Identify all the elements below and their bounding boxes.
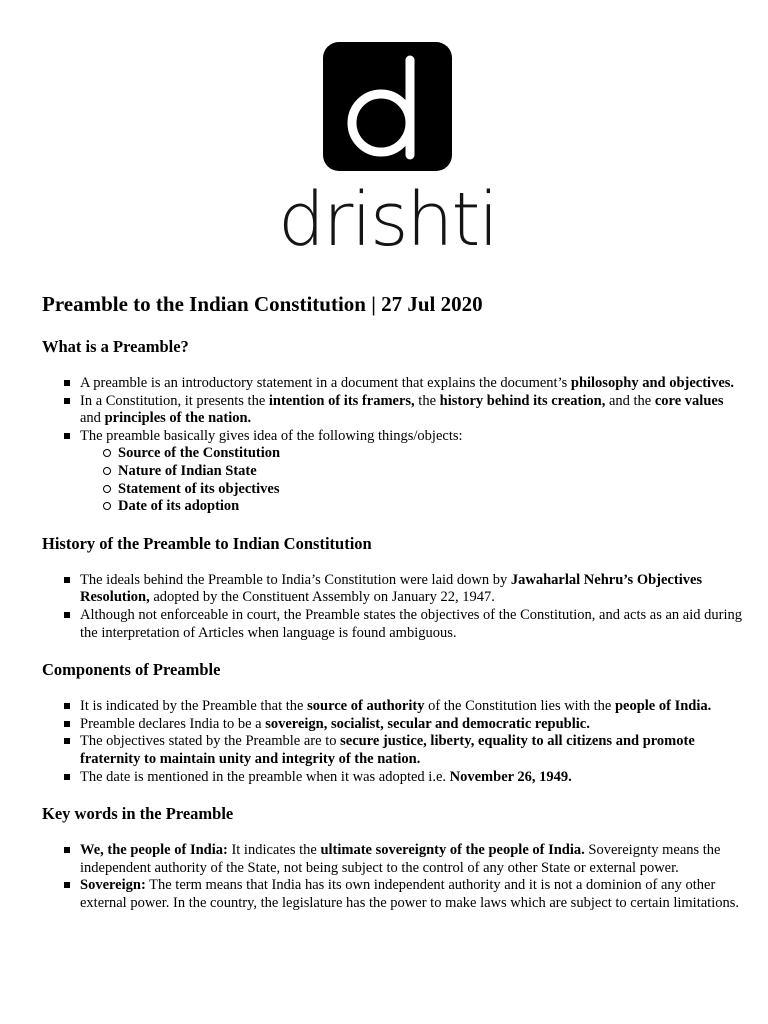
list-item: The preamble basically gives idea of the following things/objects: Source of the Constitution Nature of Indian State Statement of its objectives Date of its adoption xyxy=(42,428,742,516)
list-item: Sovereign: The term means that India has its own independent authority and it is not a dominion of any other external power. In the country, the legislature has the power to make laws which are subject to certain limitations. xyxy=(42,877,742,912)
sub-list-item: Statement of its objectives xyxy=(80,481,742,499)
list-item: Preamble declares India to be a sovereign, socialist, secular and democratic republic. xyxy=(42,716,742,734)
logo-wordmark: drishti xyxy=(278,177,497,263)
sub-list-item: Source of the Constitution xyxy=(80,445,742,463)
section-heading-key-words: Key words in the Preamble xyxy=(42,804,234,824)
list-item: The ideals behind the Preamble to India’s Constitution were laid down by Jawaharlal Nehru’s Objectives Resolution, adopted by the Constituent Assembly on January 22, 1947. xyxy=(42,572,742,607)
section-list-key-words xyxy=(42,842,742,912)
section-list-components xyxy=(42,698,742,786)
article xyxy=(42,286,742,912)
sub-list-item: Date of its adoption xyxy=(80,498,742,516)
section-heading-what-is-preamble: What is a Preamble? xyxy=(42,337,189,356)
sub-list xyxy=(80,445,742,515)
section-heading-components: Components of Preamble xyxy=(42,660,221,680)
list-item: We, the people of India: It indicates the ultimate sovereignty of the people of India. Sovereignty means the independent authority of the State, not being subject to the control of any other State or external power. xyxy=(42,842,742,877)
section-heading-history: History of the Preamble to Indian Constitution xyxy=(42,533,372,553)
list-item: The objectives stated by the Preamble are to secure justice, liberty, equality to all citizens and promote fraternity to maintain unity and integrity of the nation. xyxy=(42,733,742,768)
list-item: A preamble is an introductory statement in a document that explains the document’s philosophy and objectives. xyxy=(42,375,742,393)
list-item: The date is mentioned in the preamble when it was adopted i.e. November 26, 1949. xyxy=(42,769,742,787)
drishti-logo xyxy=(278,40,497,263)
list-item: In a Constitution, it presents the intention of its framers, the history behind its creation, and the core values and principles of the nation. xyxy=(42,393,742,428)
sub-list-item: Nature of Indian State xyxy=(80,463,742,481)
section-list-history xyxy=(42,572,742,642)
section-list-what-is-preamble xyxy=(42,375,742,516)
page-title: Preamble to the Indian Constitution | 27 Jul 2020 xyxy=(42,292,483,316)
logo-tile-icon xyxy=(323,42,452,171)
list-item: Although not enforceable in court, the Preamble states the objectives of the Constitution, and acts as an aid during the interpretation of Articles when language is found ambiguous. xyxy=(42,607,742,642)
list-item: It is indicated by the Preamble that the source of authority of the Constitution lies with the people of India. xyxy=(42,698,742,716)
